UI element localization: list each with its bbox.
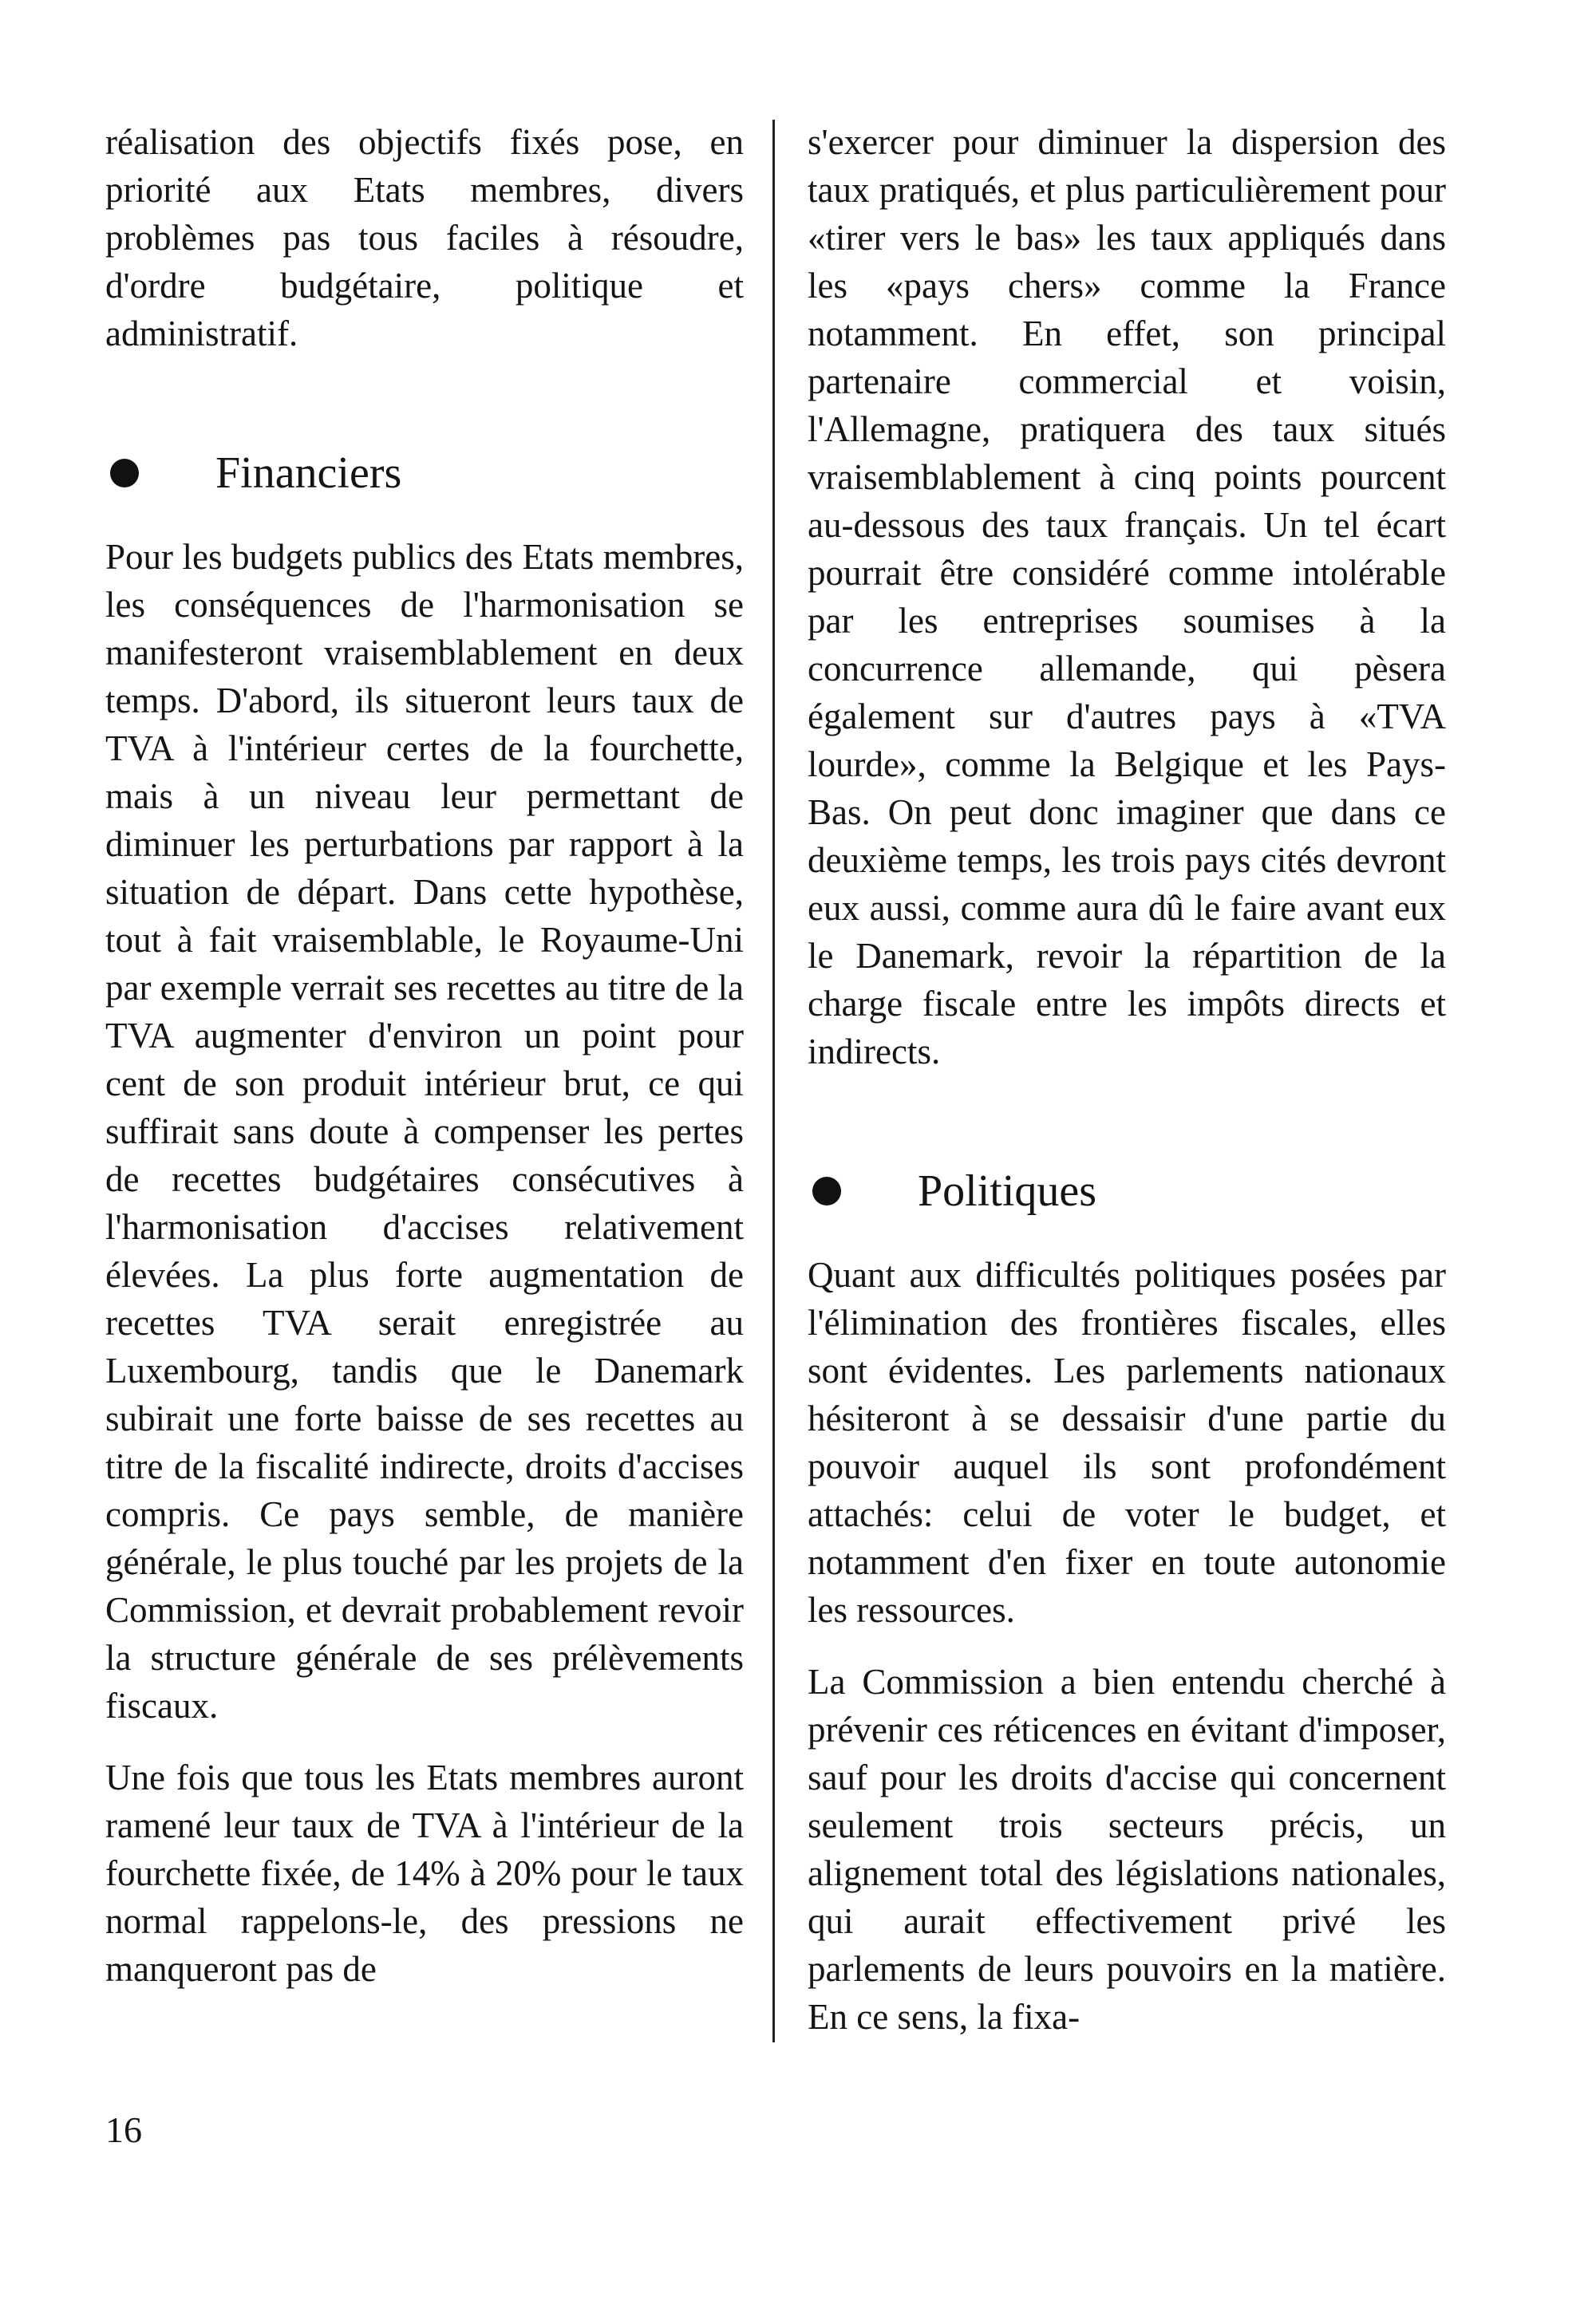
left-column	[105, 118, 744, 2017]
paragraph: Une fois que tous les Etats membres auront ramené leur taux de TVA à l'intérieur de la fourchette fixée, de 14% à 20% pour le taux normal rappelons-le, des pressions ne manqueront pas de	[105, 1758, 744, 1989]
paragraph: Quant aux difficultés politiques posées par l'élimination des frontières fiscales, elles sont évidentes. Les parlements nationaux hésiteront à se dessaisir d'une partie du pouvoir auquel ils sont profondément attachés: celui de voter le budget, et notamment d'en fixer en toute autonomie les ressources.	[808, 1255, 1446, 1630]
bullet-icon	[812, 1177, 841, 1205]
bullet-icon	[110, 459, 139, 487]
section-title: Politiques	[918, 1166, 1097, 1216]
paragraph: La Commission a bien entendu cherché à prévenir ces réticences en évitant d'imposer, sauf pour les droits d'accise qui concernent seulement trois secteurs précis, un alignement total des législations nationales, qui aurait effectivement privé les parlements de leurs pouvoirs en la matière. En ce sens, la fixa-	[808, 1662, 1446, 2037]
page-number: 16	[105, 2109, 142, 2150]
continuation-paragraph: s'exercer pour diminuer la dispersion des taux pratiqués, et plus particulièrement pour «tirer vers le bas» les taux appliqués dans les «pays chers» comme la France notamment. En effet, son principal partenaire commercial et voisin, l'Allemagne, pratiquera des taux situés vraisemblablement à cinq points pourcent au-dessous des taux français. Un tel écart pourrait être considéré comme intolérable par les entreprises soumises à la concurrence allemande, qui pèsera également sur d'autres pays à «TVA lourde», comme la Belgique et les Pays-Bas. On peut donc imaginer que dans ce deuxième temps, les trois pays cités devront eux aussi, comme aura dû le faire avant eux le Danemark, revoir la répartition de la charge fiscale entre les impôts directs et indirects.	[808, 122, 1446, 1071]
section-heading-politiques	[808, 1163, 1446, 1219]
column-divider	[772, 120, 775, 2042]
paragraph: Pour les budgets publics des Etats membres, les conséquences de l'harmonisation se manifesteront vraisemblablement en deux temps. D'abord, ils situeront leurs taux de TVA à l'intérieur certes de la fourchette, mais à un niveau leur permettant de diminuer les perturbations par rapport à la situation de départ. Dans cette hypothèse, tout à fait vraisemblable, le Royaume-Uni par exemple verrait ses recettes au titre de la TVA augmenter d'environ un point pour cent de son produit intérieur brut, ce qui suffirait sans doute à compenser les pertes de recettes budgétaires consécutives à l'harmonisation d'accises relativement élevées. La plus forte augmentation de recettes TVA serait enregistrée au Luxembourg, tandis que le Danemark subirait une forte baisse de ses recettes au titre de la fiscalité indirecte, droits d'accises compris. Ce pays semble, de manière générale, le plus touché par les projets de la Commission, et devrait probablement revoir la structure générale de ses prélèvements fiscaux.	[105, 537, 744, 1726]
section-title: Financiers	[215, 448, 402, 498]
section-heading-financiers	[105, 445, 744, 501]
right-column	[808, 118, 1446, 2065]
intro-paragraph: réalisation des objectifs fixés pose, en priorité aux Etats membres, divers problèmes pas tous faciles à résoudre, d'ordre budgétaire, politique et administratif.	[105, 122, 744, 353]
